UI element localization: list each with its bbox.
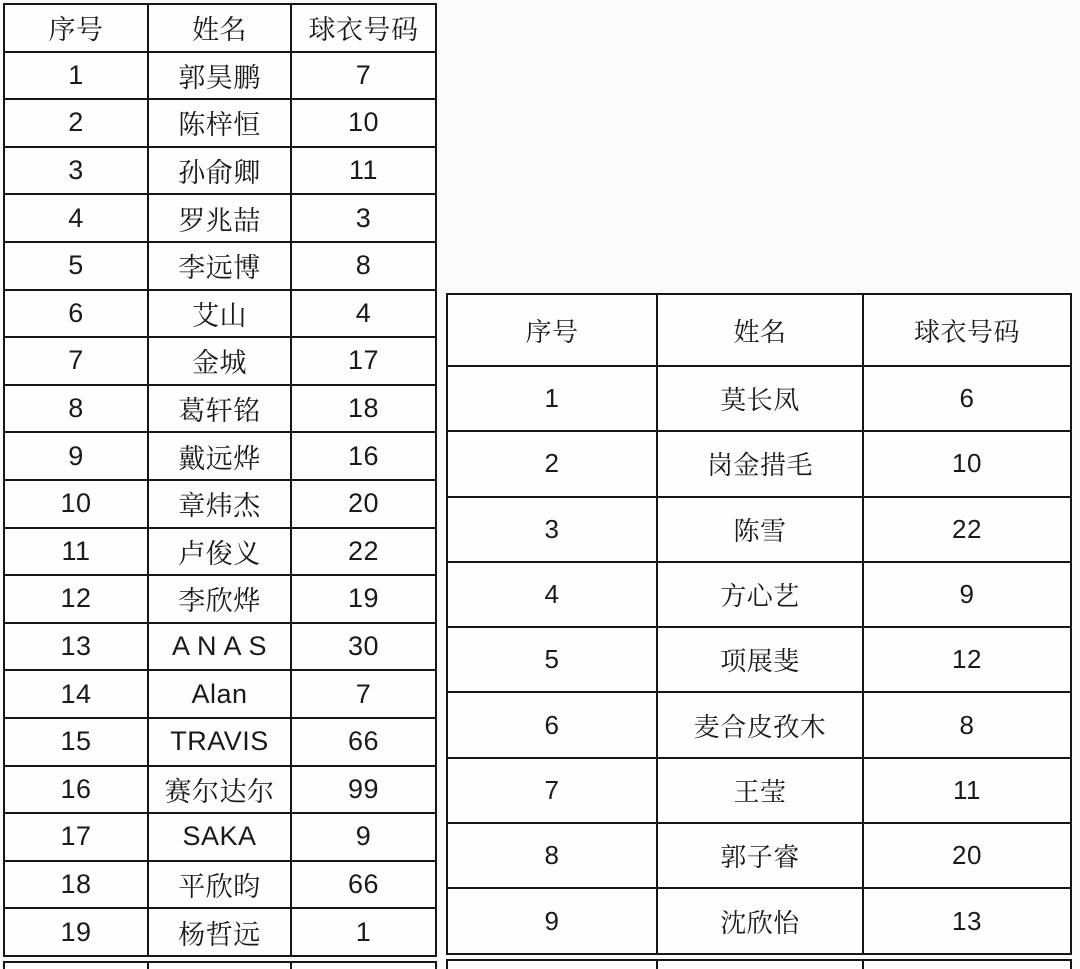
table-row xyxy=(446,691,1072,758)
table-cell: 李远博 xyxy=(147,243,290,289)
table-cell: 17 xyxy=(290,338,435,384)
table-row xyxy=(3,431,437,481)
table-cell: 1 xyxy=(544,383,560,414)
table-cell: 4 xyxy=(544,579,560,610)
table-cell: 金城 xyxy=(147,338,290,384)
table-cell: 罗兆喆 xyxy=(147,195,290,241)
table-row xyxy=(3,336,437,386)
table-row xyxy=(3,669,437,719)
table-cell: 19 xyxy=(60,916,92,947)
table-cell: 2 xyxy=(544,448,560,479)
table-row xyxy=(3,860,437,910)
table-cell: 3 xyxy=(68,155,84,186)
table-cell: 平欣昀 xyxy=(147,862,290,908)
table-row xyxy=(3,289,437,339)
table-cell: 郭子睿 xyxy=(656,824,862,887)
header-cell: 球衣号码 xyxy=(290,5,435,51)
table-cell xyxy=(290,963,435,969)
table-row xyxy=(3,717,437,767)
table-cell: 6 xyxy=(544,709,560,740)
table-cell: SAKA xyxy=(147,814,290,860)
table-cell: 10 xyxy=(60,488,92,519)
table-cell xyxy=(5,963,147,969)
table-row xyxy=(3,146,437,196)
header-cell: 球衣号码 xyxy=(862,295,1070,365)
table-cell: 5 xyxy=(544,644,560,675)
table-row xyxy=(3,51,437,101)
table-row xyxy=(446,496,1072,563)
table-cell: 9 xyxy=(290,814,435,860)
table-cell: 9 xyxy=(68,440,84,471)
table-cell: 13 xyxy=(862,889,1070,952)
table-cell: 99 xyxy=(290,767,435,813)
table-cell: 陈梓恒 xyxy=(147,100,290,146)
table-row xyxy=(3,812,437,862)
table-cell: 3 xyxy=(290,195,435,241)
table-partial-row xyxy=(446,959,1072,969)
table-cell: 赛尔达尔 xyxy=(147,767,290,813)
table-cell: 7 xyxy=(290,53,435,99)
table-cell: 11 xyxy=(862,759,1070,822)
table-cell: 66 xyxy=(290,719,435,765)
table-row xyxy=(446,822,1072,889)
table-row xyxy=(3,622,437,672)
table-cell: 18 xyxy=(60,868,92,899)
table-cell: 陈雪 xyxy=(656,498,862,561)
table-row xyxy=(3,193,437,243)
table-cell: 8 xyxy=(290,243,435,289)
table-cell: 30 xyxy=(290,624,435,670)
table-cell: 9 xyxy=(862,563,1070,626)
table-cell: 7 xyxy=(544,774,560,805)
table-row xyxy=(3,765,437,815)
table-header-row xyxy=(446,293,1072,367)
table-cell: 8 xyxy=(544,840,560,871)
table-partial-row xyxy=(3,961,437,969)
table-cell: 5 xyxy=(68,250,84,281)
table-cell xyxy=(147,963,290,969)
table-cell: 1 xyxy=(68,59,84,90)
table-cell: 莫长凤 xyxy=(656,367,862,430)
table-cell: 戴远烨 xyxy=(147,433,290,479)
table-cell: 7 xyxy=(290,671,435,717)
table-cell: 22 xyxy=(290,529,435,575)
table-cell: 沈欣怡 xyxy=(656,889,862,952)
table-row xyxy=(446,365,1072,432)
table-cell: 7 xyxy=(68,345,84,376)
table-cell: 19 xyxy=(290,576,435,622)
table-row xyxy=(3,241,437,291)
roster-table-left xyxy=(3,3,437,969)
table-cell: 10 xyxy=(862,432,1070,495)
table-cell: 13 xyxy=(60,631,92,662)
table-cell: 艾山 xyxy=(147,291,290,337)
table-cell: 12 xyxy=(60,583,92,614)
table-cell: Alan xyxy=(147,671,290,717)
table-cell: 章炜杰 xyxy=(147,481,290,527)
table-cell: 22 xyxy=(862,498,1070,561)
table-cell xyxy=(448,961,656,969)
table-cell: 15 xyxy=(60,726,92,757)
table-cell: 20 xyxy=(290,481,435,527)
header-cell: 姓名 xyxy=(147,5,290,51)
table-cell xyxy=(656,961,862,969)
table-cell: 3 xyxy=(544,513,560,544)
table-row xyxy=(446,757,1072,824)
header-cell: 序号 xyxy=(48,15,104,46)
table-cell: 麦合皮孜木 xyxy=(656,693,862,756)
table-cell: 2 xyxy=(68,107,84,138)
table-cell: 李欣烨 xyxy=(147,576,290,622)
table-row xyxy=(446,430,1072,497)
table-row xyxy=(3,479,437,529)
table-cell: 12 xyxy=(862,628,1070,691)
table-cell: TRAVIS xyxy=(147,719,290,765)
table-row xyxy=(3,384,437,434)
table-cell: 17 xyxy=(60,821,92,852)
table-cell: 6 xyxy=(862,367,1070,430)
table-cell: 10 xyxy=(290,100,435,146)
table-cell: 岗金措毛 xyxy=(656,432,862,495)
table-cell: A N A S xyxy=(147,624,290,670)
table-row xyxy=(446,626,1072,693)
table-cell: 11 xyxy=(61,535,91,566)
table-cell: 20 xyxy=(862,824,1070,887)
table-cell: 杨哲远 xyxy=(147,909,290,955)
table-cell: 方心艺 xyxy=(656,563,862,626)
table-cell: 66 xyxy=(290,862,435,908)
table-cell: 8 xyxy=(862,693,1070,756)
table-cell: 1 xyxy=(290,909,435,955)
table-cell: 孙俞卿 xyxy=(147,148,290,194)
header-cell: 序号 xyxy=(525,316,579,347)
table-row xyxy=(446,561,1072,628)
table-cell: 4 xyxy=(290,291,435,337)
table-row xyxy=(3,907,437,957)
header-cell: 姓名 xyxy=(656,295,862,365)
table-cell: 王莹 xyxy=(656,759,862,822)
table-row xyxy=(3,527,437,577)
table-cell: 16 xyxy=(290,433,435,479)
table-cell: 16 xyxy=(60,773,92,804)
table-header-row xyxy=(3,3,437,53)
table-cell: 卢俊义 xyxy=(147,529,290,575)
table-cell: 葛轩铭 xyxy=(147,386,290,432)
table-row xyxy=(3,574,437,624)
table-cell: 11 xyxy=(290,148,435,194)
table-cell xyxy=(862,961,1070,969)
table-row xyxy=(446,887,1072,954)
table-row xyxy=(3,98,437,148)
table-cell: 郭昊鹏 xyxy=(147,53,290,99)
table-cell: 8 xyxy=(68,393,84,424)
table-cell: 6 xyxy=(68,297,84,328)
table-cell: 项展斐 xyxy=(656,628,862,691)
table-cell: 18 xyxy=(290,386,435,432)
roster-table-right xyxy=(446,293,1072,969)
table-cell: 9 xyxy=(544,905,560,936)
table-cell: 14 xyxy=(60,678,92,709)
table-cell: 4 xyxy=(68,202,84,233)
